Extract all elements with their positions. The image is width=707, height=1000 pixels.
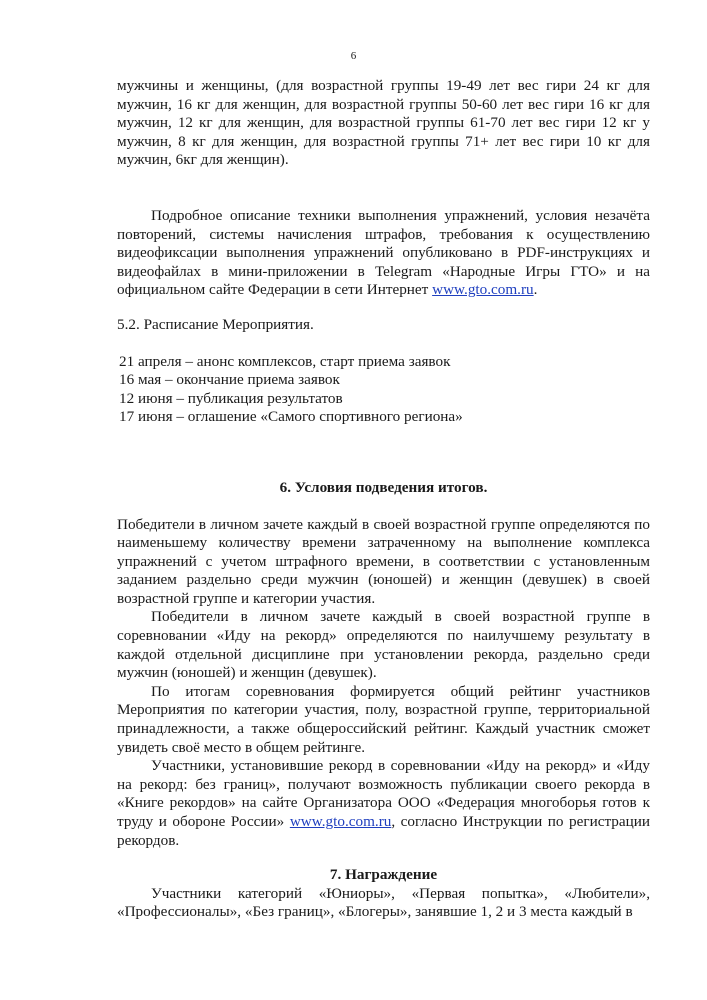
technique-text: Подробное описание техники выполнения упражнений, условия незачёта повторений, системы начисления штрафов, требования к осуществлению видеофиксации выполнения упражнений опубликовано в PDF-инструкциях и видеофайлах в мини-приложении в Telegram «Народные Игры ГТО» и на официальном сайте Федерации в сети Интернет	[117, 206, 650, 299]
schedule-item-4: 17 июня – оглашение «Самого спортивного региона»	[119, 408, 463, 426]
section-7-title: 7. Награждение	[329, 866, 438, 884]
schedule-heading: 5.2. Расписание Мероприятия.	[117, 315, 314, 333]
schedule-list	[117, 353, 650, 427]
technique-link[interactable]: www.gto.com.ru	[432, 281, 534, 299]
section-6-paragraph-4-tail: , согласно Инструкции по регистрации рекордов.	[117, 813, 650, 849]
section-6-paragraph-1: Победители в личном зачете каждый в своей возрастной группе определяются по наименьшему количеству времени затраченному на выполнение комплекса упражнений с учетом штрафного времени, в соответствии с установленным заданием раздельно среди мужчин (юношей) и женщин (девушек) в своей возрастной группе и категории участия.	[117, 515, 650, 607]
schedule-item-2: 16 мая – окончание приема заявок	[119, 371, 340, 389]
section-6-paragraph-3: По итогам соревнования формируется общий рейтинг участников Мероприятия по категории участия, полу, возрастной группе, территориальной принадлежности, а также общероссийский рейтинг. Каждый участник сможет увидеть своё место в общем рейтинге.	[117, 682, 650, 756]
intro-paragraph: мужчины и женщины, (для возрастной группы 19-49 лет вес гири 24 кг для мужчин, 16 кг для женщин, для возрастной группы 50-60 лет вес гири 16 кг для мужчин, 12 кг для женщин, для возрастной группы 61-70 лет вес гири 12 кг у мужчин, 8 кг для женщин, для возрастной группы 71+ лет вес гири 10 кг для мужчин, 6кг для женщин).	[117, 77, 650, 169]
schedule-item-3: 12 июня – публикация результатов	[119, 389, 343, 407]
technique-tail: .	[533, 281, 538, 299]
section-6-paragraph-4-text: Участники, установившие рекорд в соревновании «Иду на рекорд» и «Иду на рекорд: без границ», получают возможность публикации своего рекорда в «Книге рекордов» на сайте Организатора ООО «Федерация многоборья готов к труду и обороне России»	[117, 757, 650, 830]
section-6-title: 6. Условия подведения итогов.	[279, 478, 488, 496]
section-6-link[interactable]: www.gto.com.ru	[289, 813, 392, 830]
section-7-paragraph-1: Участники категорий «Юниоры», «Первая попытка», «Любители», «Профессионалы», «Без границ», «Блогеры», занявшие 1, 2 и 3 места каждый в	[117, 884, 650, 921]
section-6-paragraph-4	[117, 757, 650, 850]
schedule-item-1: 21 апреля – анонс комплексов, старт приема заявок	[119, 352, 451, 370]
technique-paragraph	[117, 207, 650, 300]
section-6-paragraph-2: Победители в личном зачете каждый в своей возрастной группе в соревновании «Иду на рекорд» определяются по наилучшему результату в каждой отдельной дисциплине при установлении рекорда, раздельно среди мужчин (юношей) и женщин (девушек).	[117, 608, 650, 682]
page-number: 6	[350, 50, 357, 62]
document-body	[117, 77, 650, 922]
